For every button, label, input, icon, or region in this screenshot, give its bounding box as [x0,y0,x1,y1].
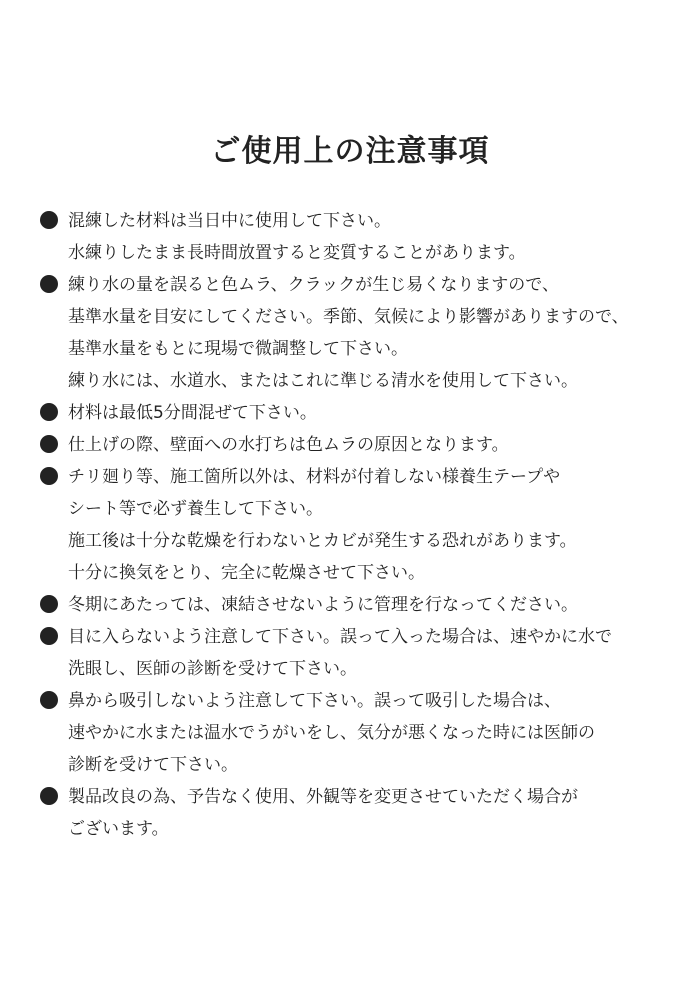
list-item-text: 練り水の量を誤ると色ムラ、クラックが生じ易くなりますので、 [68,275,559,295]
list-item-text: 診断を受けて下さい。 [68,755,238,775]
bullet-icon [40,691,58,709]
bullet-icon [40,467,58,485]
bullet-icon [40,211,58,229]
list-item-text: 鼻から吸引しないよう注意して下さい。誤って吸引した場合は、 [68,691,561,711]
bullet-icon [40,595,58,613]
list-item [40,429,680,461]
bullet-icon [40,627,58,645]
list-item [40,781,680,845]
list-item [40,397,680,429]
list-item-text: 水練りしたまま長時間放置すると変質することがあります。 [68,243,526,263]
list-item-text: 練り水には、水道水、またはこれに準じる清水を使用して下さい。 [68,371,578,391]
list-item-text: 仕上げの際、壁面への水打ちは色ムラの原因となります。 [68,435,509,455]
list-item-text: 材料は最低5分間混ぜて下さい。 [68,403,317,423]
list-item-text: 目に入らないよう注意して下さい。誤って入った場合は、速やかに水で [68,627,612,647]
list-item-text: 混練した材料は当日中に使用して下さい。 [68,211,391,231]
bullet-icon [40,275,58,293]
list-item-text: ございます。 [68,819,169,839]
list-item [40,621,680,685]
list-item-text: 施工後は十分な乾燥を行わないとカビが発生する恐れがあります。 [68,531,577,551]
list-item-text: 基準水量をもとに現場で微調整して下さい。 [68,339,408,359]
bullet-icon [40,787,58,805]
list-item [40,461,680,589]
list-item-text: 製品改良の為、予告なく使用、外観等を変更させていただく場合が [68,787,578,807]
list-item [40,589,680,621]
list-item-text: 洗眼し、医師の診断を受けて下さい。 [68,659,357,679]
list-item [40,685,680,781]
list-item-text: シート等で必ず養生して下さい。 [68,499,323,519]
page-title: ご使用上の注意事項 [210,134,490,169]
bullet-icon [40,403,58,421]
bullet-icon [40,435,58,453]
list-item-text: 冬期にあたっては、凍結させないように管理を行なってください。 [68,595,578,615]
list-item-text: 基準水量を目安にしてください。季節、気候により影響がありますので、 [68,307,629,327]
list-item-text: 速やかに水または温水でうがいをし、気分が悪くなった時には医師の [68,723,595,743]
list-item [40,269,680,397]
list-item-text: 十分に換気をとり、完全に乾燥させて下さい。 [68,563,425,583]
list-item [40,205,680,269]
precautions-list [40,205,680,845]
list-item-text: チリ廻り等、施工箇所以外は、材料が付着しない様養生テープや [68,467,561,487]
